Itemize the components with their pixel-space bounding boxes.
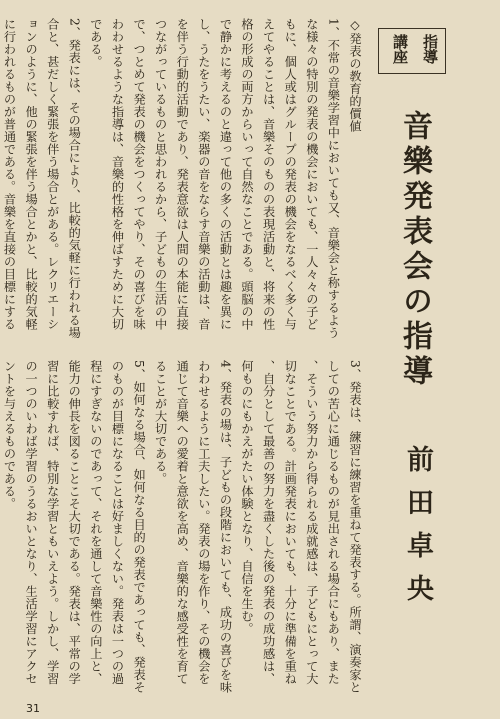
- column-label-box: [378, 28, 446, 74]
- body-text-upper: ◇発表の教育的價値 1、不常の音樂学習中においても又、音樂会と称するような様々の特別の発表の機会においても、一人々々の子どもに、個人或はグループの発表の機会をなるべく多く与えてやることは、音樂そのものの表現活動と、将来の性格の形成の両方からいって自然なことである。頭脳の中で静かに考えるのと違って他の多くの活動とは趣を異にし、うたをうたい、楽器の音をならす音樂の活動は、音を伴う行動的活動であり、発表意欲は人間の本能に直接つながっているものと思われるから、子どもの生活の中で、つとめて発表の機会をつくってやり、その喜びを味わわせるような指導は、音樂的性格を伸ばすために大切である。 2、発表には、その場合により、比較的気軽に行われる場合と、甚だしく緊張を伴う場合とがある。レクリエーションのように、他の緊張を伴う場合とかと、比較的気軽に行われるものが普通である。音樂を直接の目標にする: [2, 18, 362, 339]
- author-name: 前田卓央: [402, 445, 433, 617]
- article-title: 音樂発表会の指導: [397, 110, 432, 390]
- body-text-lower: 3、発表は、練習に練習を重ねて発表する。所謂、演奏家としての苦心に通じるものが見出される場合にもあり、また、そういう努力から得られる成就感は、子どもにとって大切なことである。計画発表においても、十分に準備を重ね、自分として最善の努力を盡くした後の発表の成功感は、何ものにもかえがたい体験となり、自信を生む。 4、発表の場は、子どもの段階においても、成功の喜びを味わわせるように工夫したい。発表の場を作り、その機会を通じて音樂への愛着と意欲を高め、音樂的な感受性を育てることが大切である。 5、如何なる場合、如何なる目的の発表であっても、発表そのものが目標になることは好ましくない。発表は一つの過程にすぎないのであって、それを通して音樂性の向上と、能力の伸長を図ることこそ大切である。発表は、平常の学習に比較すれば、特別な学習ともいえよう。しかし、学習の一つのいわば学習のうるおいとなり、生活学習にアクセントを与えるものである。: [2, 360, 362, 694]
- column-label-line2: 講座: [391, 34, 409, 64]
- page-number: 31: [26, 702, 40, 715]
- column-label-line1: 指導: [421, 34, 439, 64]
